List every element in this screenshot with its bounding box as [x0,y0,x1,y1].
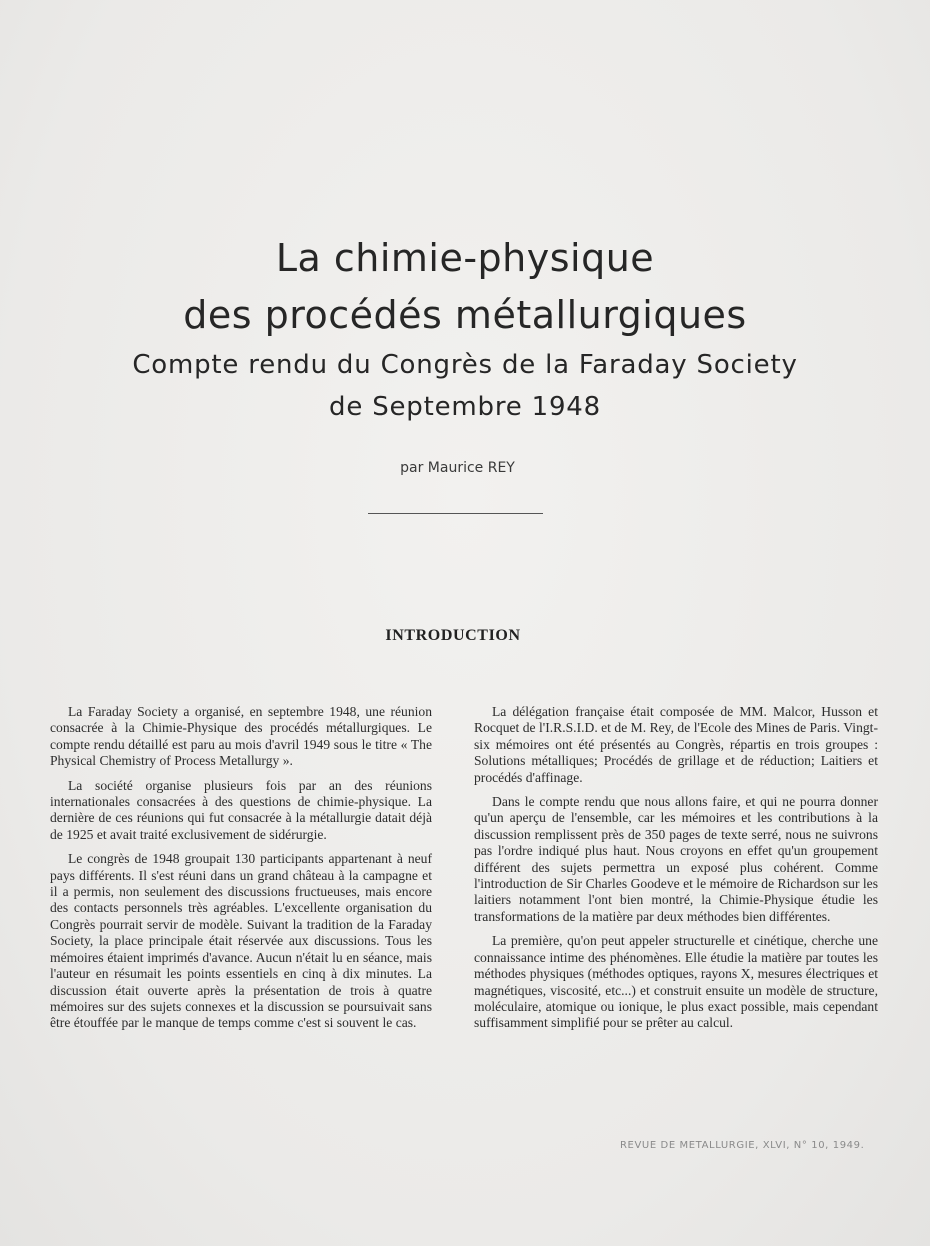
paragraph: La Faraday Society a organisé, en septembre 1948, une réunion consacrée à la Chimie-Physique des procédés métallurgiques. Le compte rendu détaillé est paru au mois d'avril 1949 sous le titre « The Physical Chemistry of Process Metallurgy ». [50,704,432,769]
paragraph: Le congrès de 1948 groupait 130 participants appartenant à neuf pays différents. Il s'est réuni dans un grand château à la campagne et il a permis, non seulement des discussions fructueuses, mais encore des contacts personnels très agréables. L'excellente organisation du Congrès pourrait servir de modèle. Suivant la tradition de la Faraday Society, la place principale était réservée aux discussions. Tous les mémoires étaient imprimés d'avance. Aucun n'était lu en séance, mais l'auteur en résumait les points essentiels en cinq à dix minutes. La discussion était ouverte après la présentation de trois à quatre mémoires sur des sujets connexes et la discussion se poursuivait sans être étouffée par le manque de temps comme c'est si souvent le cas. [50,851,432,1031]
article-title-line-1: La chimie-physique [275,236,655,280]
article-title-line-2: des procédés métallurgiques [183,293,747,337]
left-text-column [50,704,432,1040]
right-text-column [474,704,878,1040]
article-subtitle-line-2: de Septembre 1948 [329,392,601,422]
title-divider [368,513,543,514]
section-heading: INTRODUCTION [385,627,521,644]
article-subtitle-line-1: Compte rendu du Congrès de la Faraday Society [132,350,798,380]
author-byline: par Maurice REY [400,460,515,476]
paragraph: La première, qu'on peut appeler structurelle et cinétique, cherche une connaissance intime des phénomènes. Elle étudie la matière par toutes les méthodes physiques (méthodes optiques, rayons X, mesures électriques et magnétiques, viscosité, etc...) et construit ensuite un modèle de structure, moléculaire, atomique ou ionique, le plus exact possible, mais cependant suffisamment simplifié pour se prêter au calcul. [474,933,878,1031]
paragraph: La délégation française était composée de MM. Malcor, Husson et Rocquet de l'I.R.S.I.D. et de M. Rey, de l'Ecole des Mines de Paris. Vingt-six mémoires ont été présentés au Congrès, répartis en trois groupes : Solutions métalliques; Procédés de grillage et de réduction; Laitiers et procédés d'affinage. [474,704,878,785]
journal-citation-footer: REVUE DE METALLURGIE, XLVI, N° 10, 1949. [620,1140,865,1151]
paragraph: Dans le compte rendu que nous allons faire, et qui ne pourra donner qu'un aperçu de l'ensemble, car les mémoires et les contributions à la discussion remplissent près de 350 pages de texte serré, nous ne suivrons pas l'ordre indiqué plus haut. Nous croyons en effet qu'un groupement différent des sujets permettra un exposé plus cohérent. Comme l'introduction de Sir Charles Goodeve et le mémoire de Richardson sur les laitiers notamment l'ont bien montré, la Chimie-Physique étudie les transformations de la matière par deux méthodes bien différentes. [474,794,878,924]
paragraph: La société organise plusieurs fois par an des réunions internationales consacrées à des questions de chimie-physique. La dernière de ces réunions qui fut consacrée à la métallurgie datait déjà de 1925 et avait traité exclusivement de sidérurgie. [50,777,432,842]
